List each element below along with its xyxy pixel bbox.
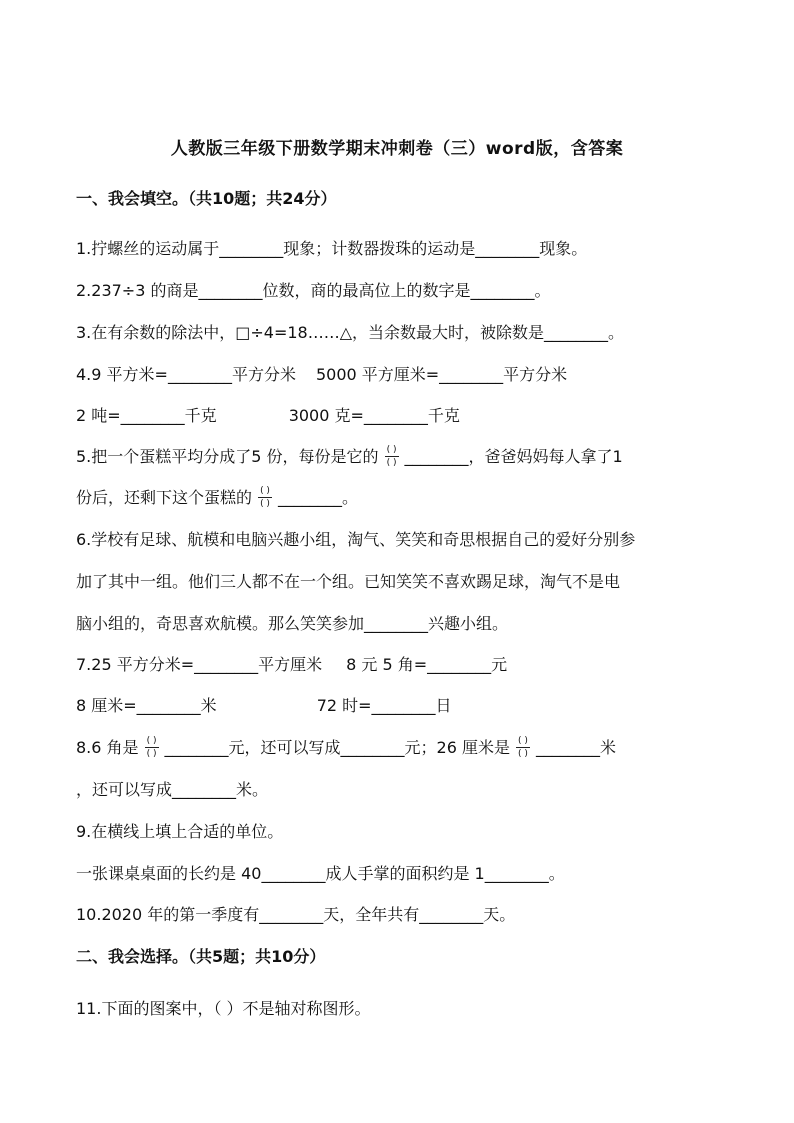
question-3: 3.在有余数的除法中，□÷4=18……△，当余数最大时，被除数是________。 [76, 323, 625, 342]
question-4-item-a: 4.9 平方米=________平方分米 [76, 365, 296, 384]
question-4-item-d: 3000 克=________千克 [288, 406, 460, 425]
question-4-row-1 [76, 362, 567, 385]
fraction-denominator: ( ) [146, 749, 157, 759]
question-4-item-c: 2 吨=________千克 [76, 406, 217, 425]
question-7-item-c: 8 厘米=________米 [76, 696, 217, 715]
question-7-item-b: 8 元 5 角=________元 [346, 655, 508, 674]
fraction-blank [258, 486, 272, 509]
fraction-numerator: ( ) [518, 736, 528, 746]
fraction-denominator: ( ) [518, 749, 528, 759]
fraction-numerator: ( ) [146, 736, 157, 746]
question-5-text-2: ________，爸爸妈妈每人拿了1 [404, 447, 623, 466]
question-1: 1.拧螺丝的运动属于________现象；计数器拨珠的运动是________现象。 [76, 239, 588, 258]
fraction-blank [385, 445, 399, 468]
question-10: 10.2020 年的第一季度有________天，全年共有________天。 [76, 905, 516, 924]
fraction-numerator: ( ) [260, 486, 270, 496]
fraction-denominator: ( ) [386, 458, 397, 468]
question-5-line-2 [76, 485, 358, 510]
fraction-blank [145, 736, 159, 759]
question-8-text-3: ________米 [536, 738, 617, 757]
question-7-item-d: 72 时=________日 [316, 696, 452, 715]
question-6-line-2: 加了其中一组。他们三人都不在一个组。已知笑笑不喜欢踢足球，淘气不是电 [76, 572, 621, 591]
question-7-item-a: 7.25 平方分米=________平方厘米 [76, 655, 323, 674]
question-8-line-2: ，还可以写成________米。 [76, 780, 269, 799]
question-6-line-3: 脑小组的，奇思喜欢航模。那么笑笑参加________兴趣小组。 [76, 614, 509, 633]
question-5-text-3: 份后，还剩下这个蛋糕的 [76, 488, 253, 507]
question-5-text-1: 5.把一个蛋糕平均分成了5 份，每份是它的 [76, 447, 379, 466]
question-4-row-2 [76, 403, 460, 426]
question-5-text-4: ________。 [278, 488, 359, 507]
fraction-numerator: ( ) [386, 445, 397, 455]
question-2: 2.237÷3 的商是________位数，商的最高位上的数字是________。 [76, 281, 551, 300]
question-5-line-1 [76, 444, 623, 469]
section-1-heading: 一、我会填空。（共10题；共24分） [76, 189, 337, 208]
section-2-heading: 二、我会选择。（共5题；共10分） [76, 947, 326, 966]
question-8-text-1: 8.6 角是 [76, 738, 139, 757]
question-6-line-1: 6.学校有足球、航模和电脑兴趣小组，淘气、笑笑和奇思根据自己的爱好分别参 [76, 530, 636, 549]
question-7-row-2 [76, 693, 452, 716]
question-9-line-2: 一张课桌桌面的长约是 40________成人手掌的面积约是 1________。 [76, 864, 565, 883]
fraction-denominator: ( ) [260, 499, 270, 509]
question-4-item-b: 5000 平方厘米=________平方分米 [315, 365, 568, 384]
document-title: 人教版三年级下册数学期末冲刺卷（三）word版，含答案 [170, 139, 624, 159]
question-11: 11.下面的图案中，（ ）不是轴对称图形。 [76, 999, 371, 1018]
question-7-row-1 [76, 652, 507, 675]
question-9-line-1: 9.在横线上填上合适的单位。 [76, 822, 284, 841]
question-8-line-1 [76, 735, 616, 760]
fraction-blank [516, 736, 530, 759]
question-8-text-2: ________元，还可以写成________元；26 厘米是 [164, 738, 510, 757]
